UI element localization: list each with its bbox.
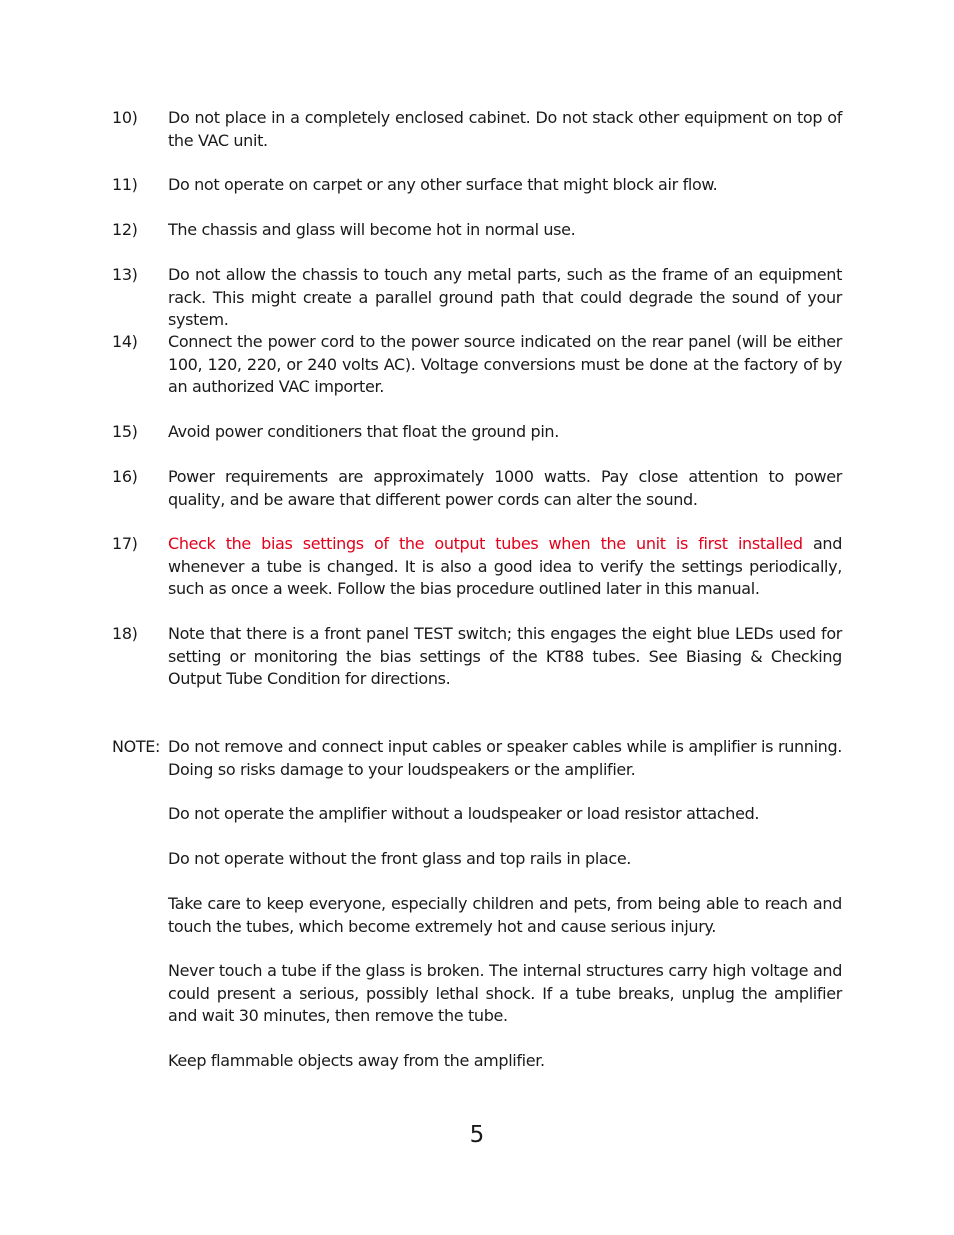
list-item <box>112 466 842 511</box>
item-number: 18) <box>112 624 138 643</box>
note-paragraph <box>112 848 842 871</box>
note-text: Do not operate without the front glass and top rails in place. <box>168 849 632 868</box>
note-paragraph <box>112 1050 842 1073</box>
note-paragraph <box>112 736 842 781</box>
note-paragraph <box>112 960 842 1028</box>
item-number: 10) <box>112 108 138 127</box>
list-item <box>112 421 842 444</box>
item-text-rest: and whenever a tube is changed. It is also a good idea to verify the settings periodically, such as once a week. Follow the bias procedure outlined later in this manual. <box>168 534 842 598</box>
item-number: 12) <box>112 220 138 239</box>
note-paragraph <box>112 893 842 938</box>
note-text: Do not remove and connect input cables or speaker cables while is amplifier is running. Doing so risks damage to your loudspeakers or the amplifier. <box>168 737 842 779</box>
item-text: Avoid power conditioners that float the ground pin. <box>168 422 559 441</box>
note-text: Keep flammable objects away from the amplifier. <box>168 1051 545 1070</box>
note-text: Do not operate the amplifier without a loudspeaker or load resistor attached. <box>168 804 760 823</box>
note-text: Never touch a tube if the glass is broken. The internal structures carry high voltage and could present a serious, possibly lethal shock. If a tube breaks, unplug the amplifier and wait 30 minutes, then remove the tube. <box>168 961 842 1025</box>
list-item <box>112 174 842 197</box>
item-text: Do not place in a completely enclosed cabinet. Do not stack other equipment on top of the VAC unit. <box>168 108 842 150</box>
list-item <box>112 264 842 332</box>
list-item <box>112 219 842 242</box>
item-number: 16) <box>112 467 138 486</box>
item-text: Do not operate on carpet or any other surface that might block air flow. <box>168 175 718 194</box>
item-number: 11) <box>112 175 138 194</box>
note-text: Take care to keep everyone, especially children and pets, from being able to reach and touch the tubes, which become extremely hot and cause serious injury. <box>168 894 842 936</box>
list-item <box>112 533 842 601</box>
item-text: Note that there is a front panel TEST switch; this engages the eight blue LEDs used for setting or monitoring the bias settings of the KT88 tubes. See Biasing & Checking Output Tube Condition for directions. <box>168 624 842 688</box>
item-text <box>168 533 842 601</box>
item-text: The chassis and glass will become hot in normal use. <box>168 220 576 239</box>
item-number: 14) <box>112 332 138 351</box>
note-label: NOTE: <box>112 737 161 756</box>
bias-warning-highlight: Check the bias settings of the output tubes when the unit is first installed <box>168 534 803 553</box>
item-number: 13) <box>112 265 138 284</box>
list-item <box>112 623 842 691</box>
item-number: 17) <box>112 534 138 553</box>
note-paragraph <box>112 803 842 826</box>
item-text: Do not allow the chassis to touch any metal parts, such as the frame of an equipment rack. This might create a parallel ground path that could degrade the sound of your system. <box>168 265 842 329</box>
list-item <box>112 331 842 399</box>
item-number: 15) <box>112 422 138 441</box>
page-number: 5 <box>469 1122 485 1148</box>
list-item <box>112 107 842 152</box>
item-text: Connect the power cord to the power source indicated on the rear panel (will be either 100, 120, 220, or 240 volts AC). Voltage conversions must be done at the factory of by an authorized VAC importer. <box>168 332 842 396</box>
item-text: Power requirements are approximately 1000 watts. Pay close attention to power quality, and be aware that different power cords can alter the sound. <box>168 467 842 509</box>
